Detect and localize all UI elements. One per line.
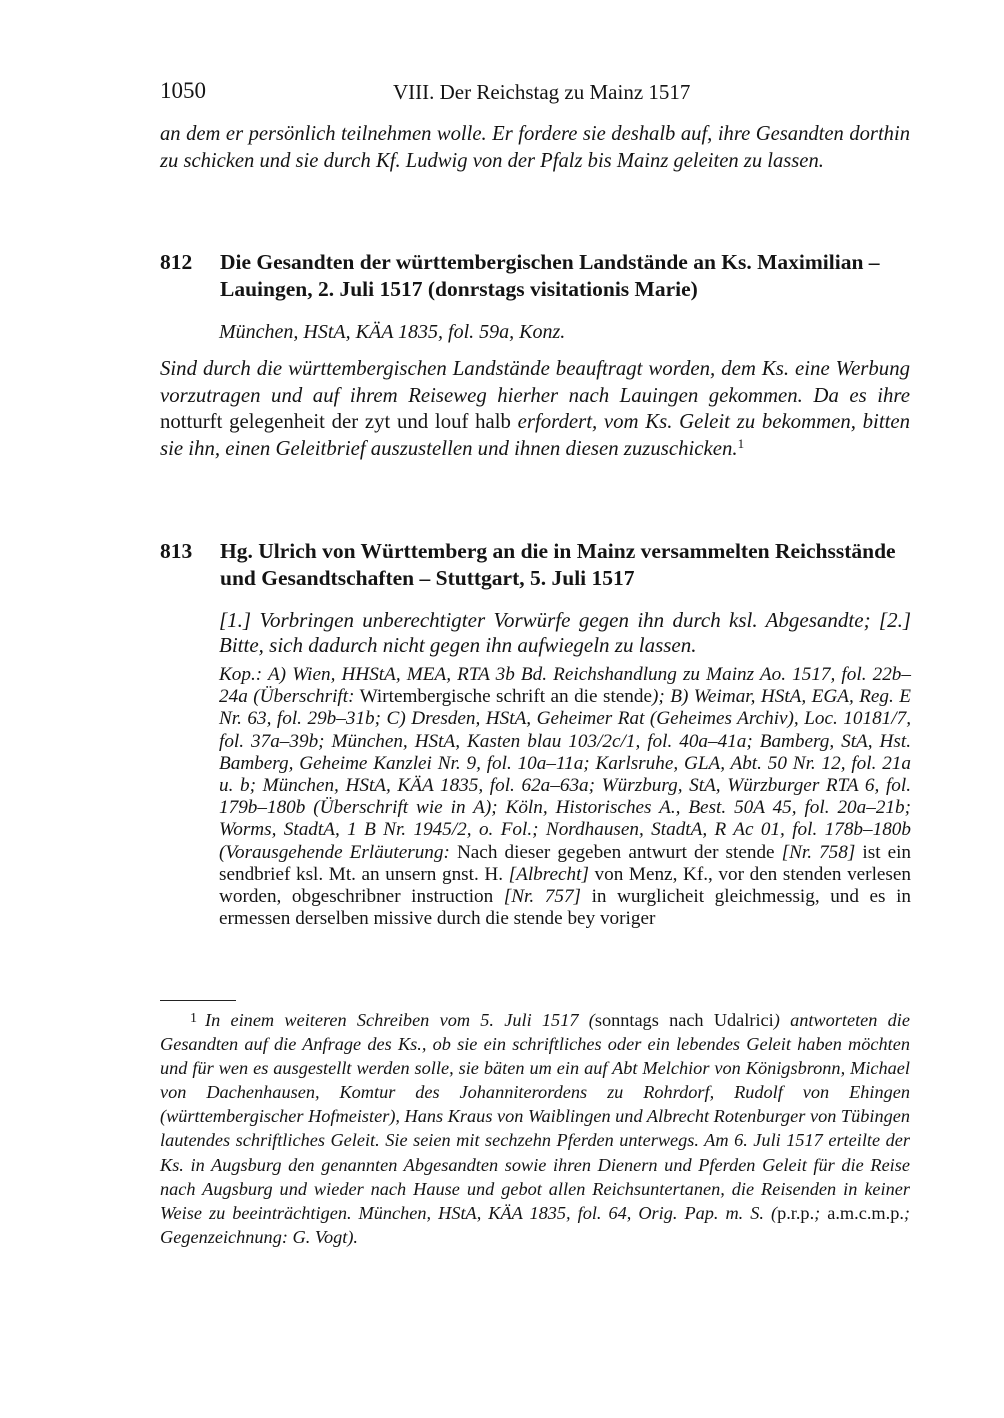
footnote-quote-2: p.r.p. <box>777 1202 815 1223</box>
copies-text-5: [Nr. 757] <box>503 886 582 908</box>
copies-quote-5: in wurglicheit gleichmessig, und es in ermessen derselben missive durch die stende bey voriger <box>219 886 912 930</box>
footnote-text-1: In einem weiteren Schreiben vom 5. Juli 1517 ( <box>205 1010 595 1030</box>
document-813-number: 813 <box>160 539 193 563</box>
copies-text-2: ); B) Weimar, HStA, EGA, Reg. E Nr. 63, fol. 29b–31b; C) Dresden, HStA, Geheimer Rat (Geheimes Archiv), Loc. 10181/7, fol. 37a–39b; München, HStA, Kasten blau 103/2c/1, fol. 40a–41a; Bamberg, StA, Hst. Bamberg, Geheime Kanzlei Nr. 9, fol. 10a–11a; Karlsruhe, GLA, Abt. 50 Nr. 12, fol. 21a u. b; München, HStA, KÄA 1835, fol. 62a–63a; Würzburg, StA, Würzburger RTA 6, fol. 179b–180b (Überschrift wie in A); Köln, Historisches A., Best. 50A 45, fol. 20a–21b; Worms, StadtA, 1 B Nr. 1945/2, o. Fol.; Nordhausen, StadtA, R Ac 01, fol. 178b–180b (Vorausgehende Erläuterung: <box>219 686 911 863</box>
document-812-number: 812 <box>160 250 193 274</box>
document-812-body-part1: Sind durch die württembergischen Landstände beauftragt worden, dem Ks. eine Werbung vorzutragen und auf ihrem Reiseweg hierher nach Lauingen gekommen. Da es ihre <box>160 357 910 407</box>
footnote-1 <box>160 1007 910 1249</box>
intro-paragraph: an dem er persönlich teilnehmen wolle. Er fordere sie deshalb auf, ihre Gesandten dorthin zu schicken und sie durch Kf. Ludwig von der Pfalz bis Mainz geleiten zu lassen. <box>160 123 910 172</box>
running-header <box>160 78 910 106</box>
document-812-title: Die Gesandten der württembergischen Landstände an Ks. Maximilian – Lauingen, 2. Juli 1517 (donrstags visitationis Marie) <box>220 250 880 301</box>
copies-text-4: [Albrecht] <box>508 863 589 885</box>
document-812-body <box>160 356 910 462</box>
copies-quote-1: Wirtembergische schrift an die stende <box>359 686 652 708</box>
copies-quote-2: Nach dieser gegeben antwurt der stende <box>456 841 775 863</box>
running-title: VIII. Der Reichstag zu Mainz 1517 <box>393 80 691 104</box>
copies-text-3: [Nr. 758] <box>781 841 856 863</box>
footnote-marker: 1 <box>190 1011 197 1026</box>
footnote-text-2: ) antworteten die Gesandten auf die Anfrage des Ks., ob sie ein schriftliches oder ein lebendes Geleit haben möchten und für wen es ausgestellt werden solle, sie bäten um ein auf Abt Melchior von Königsbronn, Michael von Dachenhausen, Komtur des Johanniterordens zu Rohrdorf, Rudolf von Ehingen (württembergischer Hofmeister), Hans Kraus von Waiblingen und Albrecht Rotenburger von Tübingen lautendes schriftliches Geleit. Sie seien mit sechzehn Pferden unterwegs. Am 6. Juli 1517 erteilte der Ks. in Augsburg den genannten Abgesandten sowie ihren Dienern und Pferden Geleit für die Reise nach Augsburg und wieder nach Hause und gebot allen Reichsuntertanen, die Reisenden in keiner Weise zu beeinträchtigen. München, HStA, KÄA 1835, fol. 64, Orig. Pap. m. S. ( <box>160 1010 910 1223</box>
document-813-title: Hg. Ulrich von Württemberg an die in Mainz versammelten Reichsstände und Gesandtschaften – Stuttgart, 5. Juli 1517 <box>220 539 896 590</box>
footnote-quote-3: a.m.c.m.p. <box>827 1202 904 1223</box>
document-812-body-quote: notturft gelegenheit der zyt und louf halb <box>160 410 511 433</box>
copies-quote-4: von Menz, Kf., vor den stenden verlesen worden, obgeschribner instruction <box>219 863 911 908</box>
footnote-separator <box>160 1000 236 1001</box>
page-number: 1050 <box>160 78 206 103</box>
document-813-regest: [1.] Vorbringen unberechtigter Vorwürfe gegen ihn durch ksl. Abgesandte; [2.] Bitte, sich dadurch nicht gegen ihn aufwiegeln zu lassen. <box>219 608 911 657</box>
document-812-source: München, HStA, KÄA 1835, fol. 59a, Konz. <box>219 321 566 343</box>
footnote-reference: 1 <box>737 435 745 451</box>
document-813-copies <box>219 664 911 930</box>
footnote-text-4: ; Gegenzeichnung: G. Vogt). <box>160 1202 911 1247</box>
footnote-quote-1: sonntags nach Udalrici <box>594 1010 774 1030</box>
copies-quote-3: ist ein sendbrief ksl. Mt. an unsern gnst. H. <box>219 841 912 885</box>
document-812-body-part2: erfordert, vom Ks. Geleit zu bekommen, bitten sie ihn, einen Geleitbrief auszustellen und ihnen diesen zuzuschicken. <box>160 410 911 460</box>
footnote-text-3: ; <box>814 1202 821 1223</box>
copies-text-1: Kop.: A) Wien, HHStA, MEA, RTA 3b Bd. Reichshandlung zu Mainz Ao. 1517, fol. 22b–24a (Überschrift: <box>219 664 911 708</box>
